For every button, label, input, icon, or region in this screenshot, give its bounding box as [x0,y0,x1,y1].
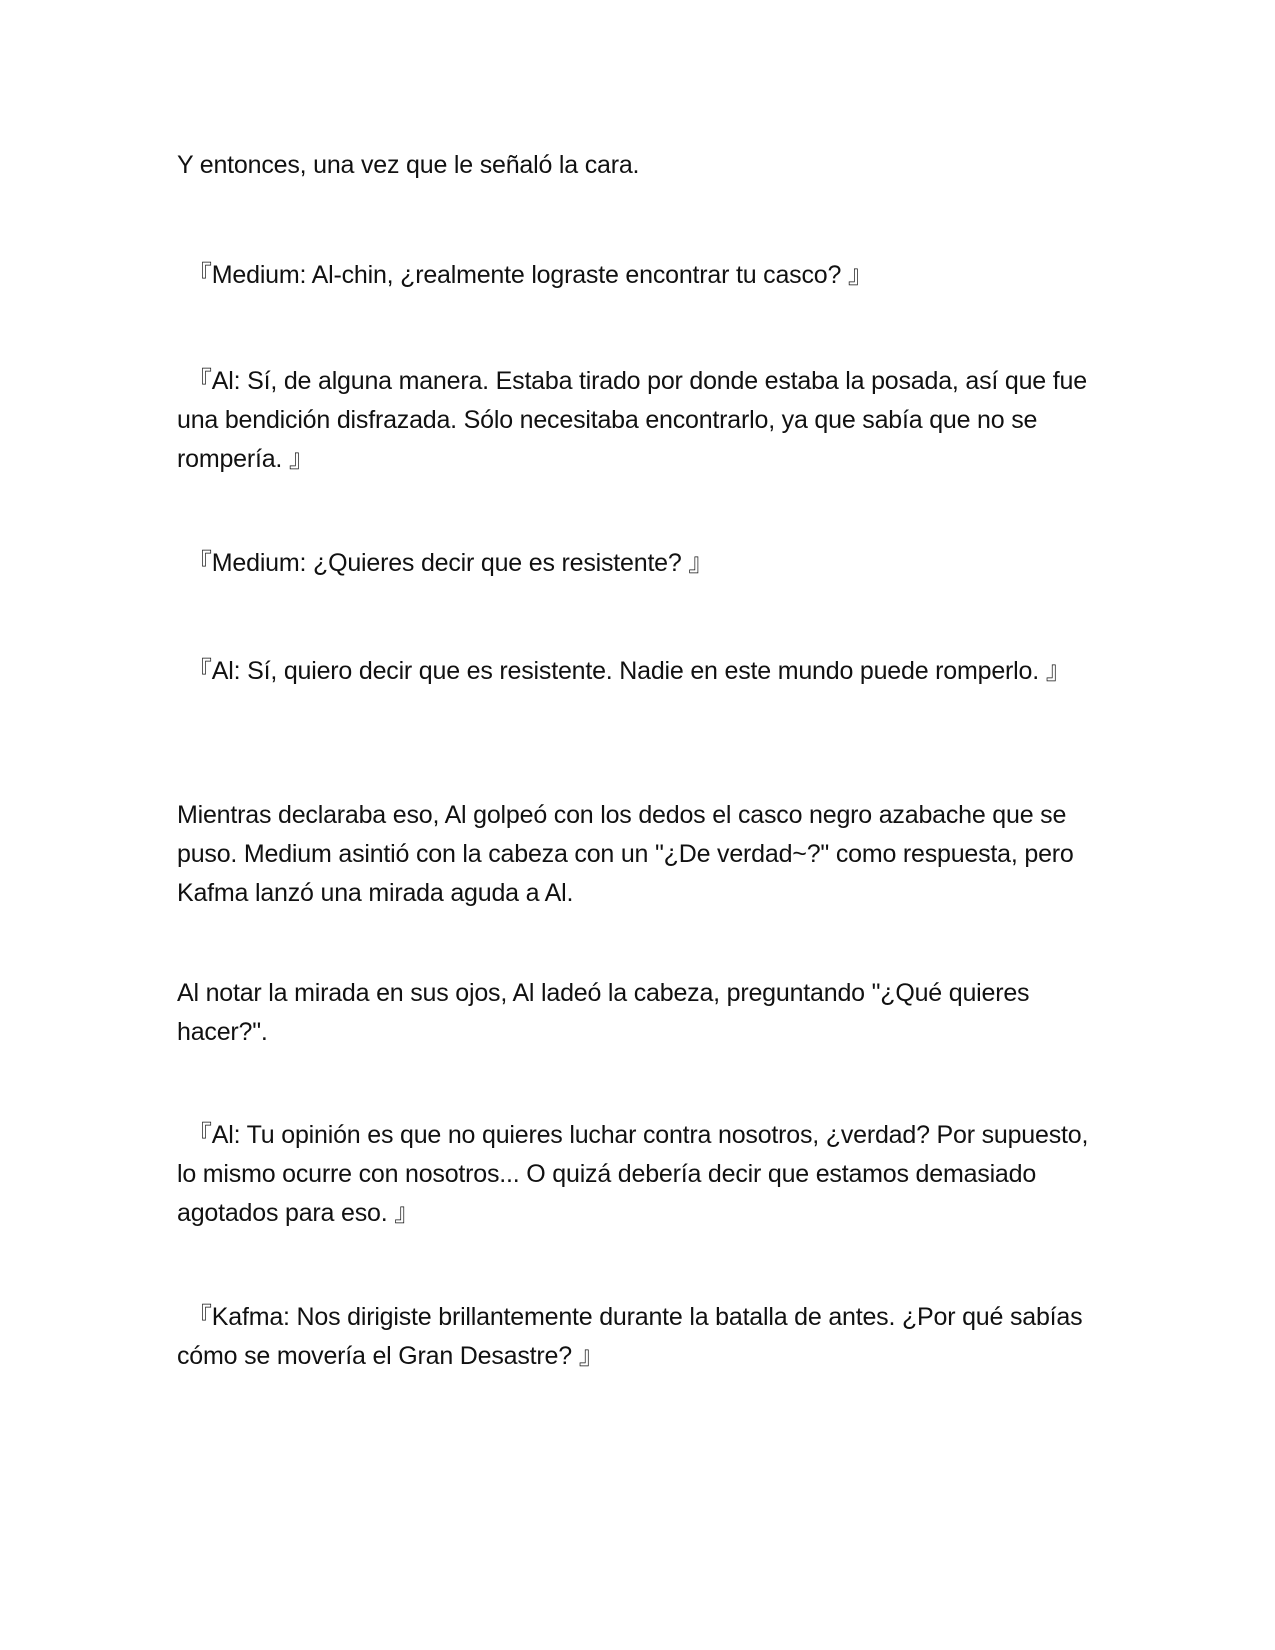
narration-paragraph: Mientras declaraba eso, Al golpeó con los dedos el casco negro azabache que se puso. Medium asintió con la cabeza con un "¿De verdad~?" como respuesta, pero Kafma lanzó una mirada aguda a Al. [177,801,1074,907]
narration-paragraph: Al notar la mirada en sus ojos, Al ladeó la cabeza, preguntando "¿Qué quieres hacer?". [177,979,1030,1046]
dialogue-medium: 『Medium: ¿Quieres decir que es resistente? 』 [187,549,714,577]
dialogue-kafma: 『Kafma: Nos dirigiste brillantemente durante la batalla de antes. ¿Por qué sabías cómo se movería el Gran Desastre? 』 [177,1303,1083,1370]
dialogue-al: 『Al: Tu opinión es que no quieres luchar contra nosotros, ¿verdad? Por supuesto, lo mismo ocurre con nosotros... O quizá debería decir que estamos demasiado agotados para eso. 』 [177,1121,1089,1227]
dialogue-al: 『Al: Sí, de alguna manera. Estaba tirado por donde estaba la posada, así que fue una bendición disfrazada. Sólo necesitaba encontrarlo, ya que sabía que no se rompería. 』 [177,367,1087,473]
dialogue-al: 『Al: Sí, quiero decir que es resistente. Nadie en este mundo puede romperlo. 』 [187,657,1071,685]
narration-paragraph: Y entonces, una vez que le señaló la cara. [177,151,640,179]
dialogue-medium: 『Medium: Al-chin, ¿realmente lograste encontrar tu casco? 』 [187,261,873,289]
